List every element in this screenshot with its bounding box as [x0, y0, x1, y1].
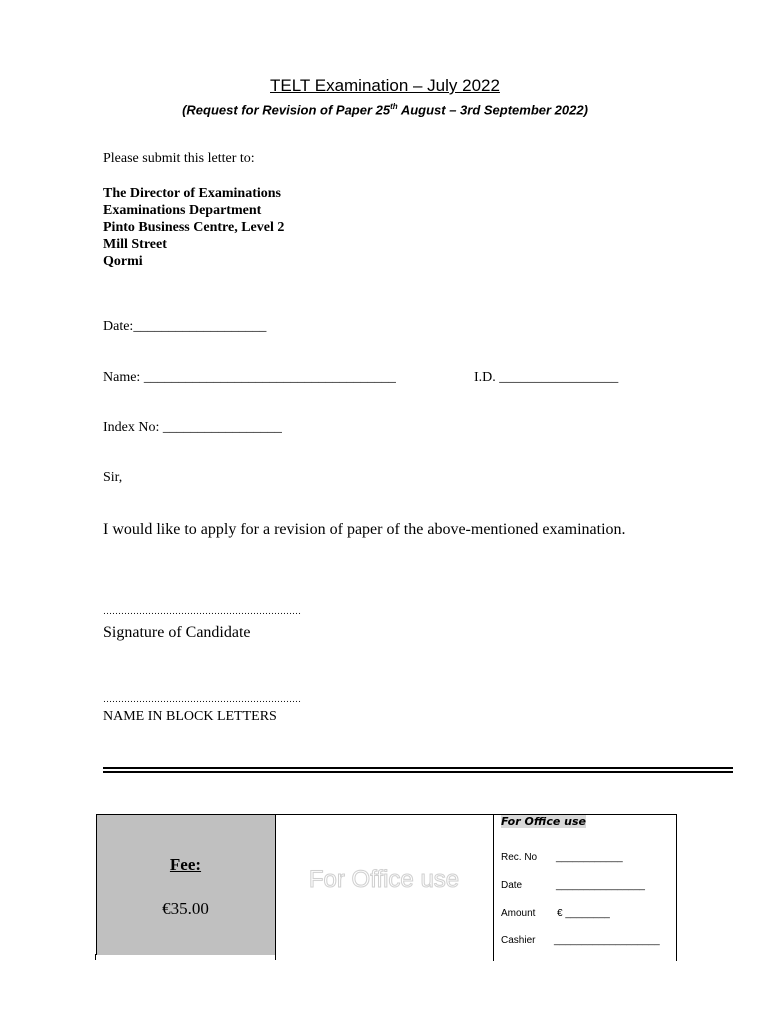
cashier-label: Cashier: [501, 935, 536, 946]
subtitle-post: August – 3rd September 2022): [397, 102, 588, 118]
address-line: The Director of Examinations: [103, 186, 281, 201]
divider-line: [103, 767, 733, 769]
rec-no-label: Rec. No: [501, 852, 538, 863]
office-use-heading: For Office use: [501, 815, 586, 828]
address-line: Pinto Business Centre, Level 2: [103, 220, 285, 235]
divider-line: [103, 771, 733, 773]
date-label: Date: [501, 880, 523, 891]
subtitle-sup: th: [390, 102, 398, 111]
office-use-watermark: For Office use: [308, 866, 460, 893]
date-line: ________________: [556, 880, 645, 891]
salutation: Sir,: [103, 470, 123, 485]
rec-no-line: ____________: [556, 852, 623, 863]
address-line: Examinations Department: [103, 203, 262, 218]
fee-label: Fee:: [169, 855, 202, 874]
subtitle-pre: (Request for Revision of Paper 25: [182, 102, 391, 118]
intro-text: Please submit this letter to:: [103, 151, 255, 166]
amount-line: € ________: [557, 908, 610, 919]
document-title: TELT Examination – July 2022: [270, 76, 500, 95]
address-line: Qormi: [103, 254, 143, 269]
signature-dots: …………………………………………………………: [103, 606, 301, 616]
body-text: I would like to apply for a revision of paper of the above-mentioned examination.: [103, 521, 626, 538]
date-field: Date:___________________: [103, 319, 267, 334]
block-name-label: NAME IN BLOCK LETTERS: [103, 709, 277, 724]
address-line: Mill Street: [103, 237, 167, 252]
cashier-line: ___________________: [554, 935, 660, 946]
block-name-dots: …………………………………………………………: [103, 694, 301, 704]
amount-label: Amount: [501, 908, 536, 919]
id-field: I.D. _________________: [474, 370, 619, 385]
address-block: [103, 185, 284, 270]
cell-border: [95, 954, 96, 960]
fee-amount: €35.00: [162, 899, 209, 918]
signature-label: Signature of Candidate: [103, 624, 251, 641]
document-subtitle: [0, 102, 770, 117]
cell-border: [275, 954, 276, 960]
index-field: Index No: _________________: [103, 420, 282, 435]
name-field: Name: ____________________________________: [103, 370, 396, 385]
fee-cell: [96, 814, 276, 955]
